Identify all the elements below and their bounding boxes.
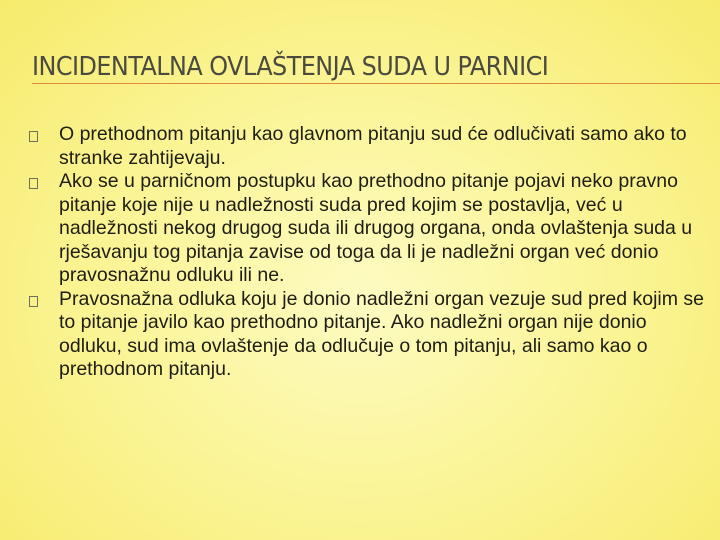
bullet-item [28,123,708,170]
bullet-list [28,123,708,382]
slide-title: INCIDENTALNA OVLAŠTENJA SUDA U PARNICI [32,52,549,82]
bullet-item [28,288,708,382]
title-underline [32,83,720,84]
bullet-text: Pravosnažna odluka koju je donio nadležni organ vezuje sud pred kojim se to pitanje javilo kao prethodno pitanje. Ako nadležni organ nije donio odluku, sud ima ovlaštenje da odlučuje o tom pitanju, ali samo kao o prethodnom pitanju. [59,287,704,380]
bullet-item [28,170,708,288]
square-bullet-icon [29,131,38,142]
bullet-text: O prethodnom pitanju kao glavnom pitanju sud će odlučivati samo ako to stranke zahtijevaju. [59,123,687,169]
square-bullet-icon [29,178,38,189]
bullet-text: Ako se u parničnom postupku kao prethodno pitanje pojavi neko pravno pitanje koje nije u nadležnosti suda pred kojim se postavlja, već u nadležnosti nekog drugog suda ili drugog organa, onda ovlaštenja suda u rješavanju tog pitanja zavise od toga da li je nadležni organ već donio pravosnažnu odluku ili ne. [59,170,693,286]
square-bullet-icon [29,296,38,307]
